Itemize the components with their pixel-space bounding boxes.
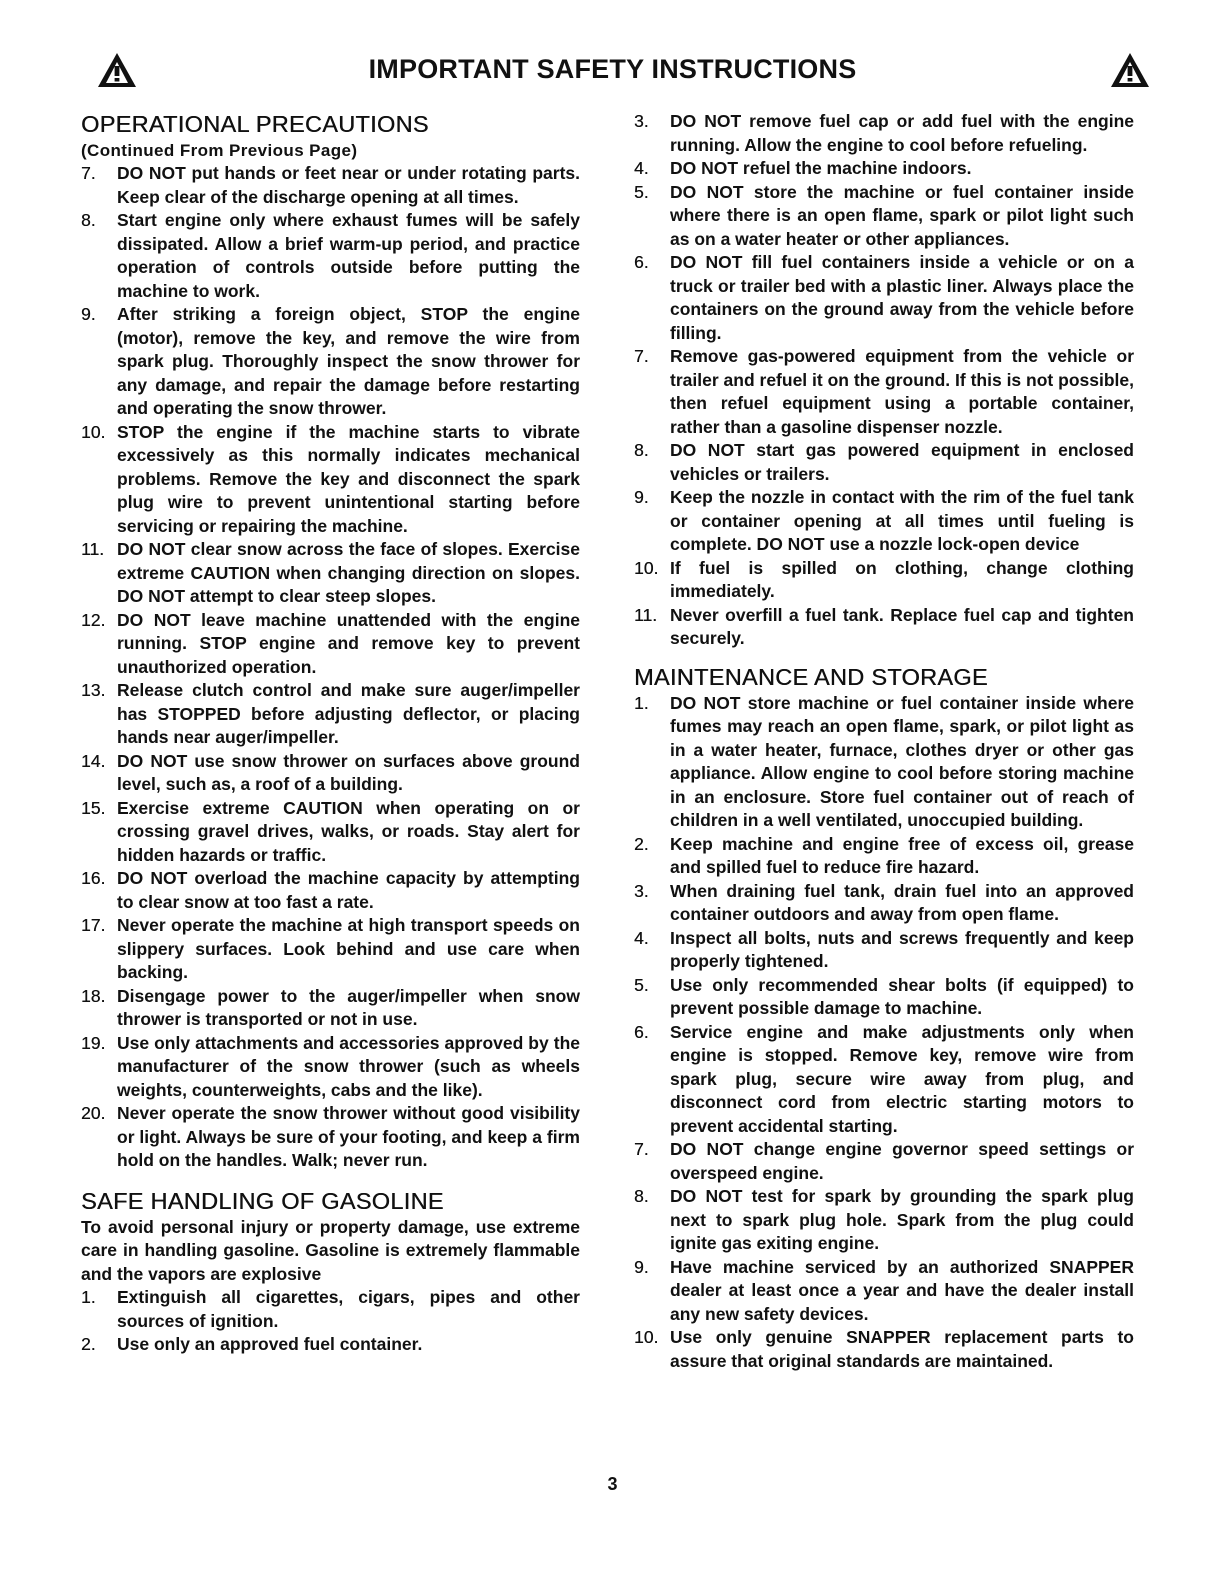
item-text: Never operate the machine at high transport speeds on slippery surfaces. Look behind and use care when backing. — [117, 915, 580, 982]
item-number: 3. — [634, 880, 649, 901]
list-item — [634, 439, 1134, 486]
item-number: 7. — [634, 346, 649, 366]
list-item — [81, 303, 580, 421]
item-text: DO NOT clear snow across the face of slopes. Exercise extreme CAUTION when changing direction on slopes. DO NOT attempt to clear steep slopes. — [117, 539, 580, 606]
list-item — [81, 1102, 580, 1173]
item-text: DO NOT change engine governor speed settings or overspeed engine. — [670, 1139, 1134, 1183]
item-number: 10. — [634, 1327, 659, 1347]
item-number: 1. — [634, 692, 649, 713]
item-text: DO NOT fill fuel containers inside a vehicle or on a truck or trailer bed with a plastic liner. Always place the containers on the ground away from the vehicle before filling. — [670, 252, 1134, 343]
item-text: DO NOT store machine or fuel container inside where fumes may reach an open flame, spark, or pilot light as in a water heater, furnace, clothes dryer or other gas appliance. Allow engine to cool before storing machine in an enclosure. Store fuel container out of reach of children in a well ventilated, unoccupied building. — [670, 692, 1134, 830]
item-text: DO NOT overload the machine capacity by attempting to clear snow at too fast a rate. — [117, 868, 580, 912]
gasoline-intro: To avoid personal injury or property damage, use extreme care in handling gasoline. Gasoline is extremely flammable and the vapors are explosive — [81, 1216, 580, 1284]
list-item — [81, 867, 580, 914]
list-item — [634, 692, 1134, 833]
list-item — [634, 251, 1134, 345]
page-number: 3 — [607, 1474, 618, 1494]
list-item — [634, 110, 1134, 157]
item-text: Start engine only where exhaust fumes will be safely dissipated. Allow a brief warm-up period, and practice operation of controls outside before putting the machine to work. — [117, 210, 580, 301]
item-text: Use only recommended shear bolts (if equipped) to prevent possible damage to machine. — [670, 974, 1134, 1018]
list-item — [81, 538, 580, 609]
item-text: Remove gas-powered equipment from the vehicle or trailer and refuel it on the ground. If this is not possible, then refuel equipment using a portable container, rather than a gasoline dispenser nozzle. — [670, 346, 1134, 437]
list-item — [81, 679, 580, 750]
item-number: 8. — [634, 440, 649, 460]
list-item — [634, 880, 1134, 927]
item-text: DO NOT remove fuel cap or add fuel with the engine running. Allow the engine to cool before refueling. — [670, 111, 1134, 155]
list-item — [634, 1138, 1134, 1185]
item-text: DO NOT use snow thrower on surfaces above ground level, such as, a roof of a building. — [117, 750, 580, 794]
item-text: DO NOT start gas powered equipment in enclosed vehicles or trailers. — [670, 440, 1134, 484]
item-text: Never overfill a fuel tank. Replace fuel cap and tighten securely. — [670, 604, 1134, 648]
item-number: 15. — [81, 797, 106, 818]
item-number: 2. — [634, 833, 649, 854]
item-number: 7. — [81, 163, 96, 183]
list-item — [81, 914, 580, 985]
section-subheading-continued: (Continued From Previous Page) — [81, 141, 358, 160]
left-column — [81, 110, 580, 1357]
item-number: 8. — [81, 210, 96, 230]
item-text: If fuel is spilled on clothing, change clothing immediately. — [670, 557, 1134, 601]
list-item — [634, 181, 1134, 252]
item-text: Have machine serviced by an authorized SNAPPER dealer at least once a year and have the dealer install any new safety devices. — [670, 1256, 1134, 1324]
item-number: 4. — [634, 927, 649, 948]
item-number: 13. — [81, 680, 106, 700]
list-item — [81, 985, 580, 1032]
item-number: 20. — [81, 1103, 106, 1123]
right-column — [634, 110, 1134, 1373]
list-item — [81, 609, 580, 680]
item-text: Disengage power to the auger/impeller when snow thrower is transported or not in use. — [117, 985, 580, 1029]
item-number: 5. — [634, 181, 649, 202]
list-item — [634, 1185, 1134, 1256]
item-number: 4. — [634, 158, 649, 178]
list-item — [634, 557, 1134, 604]
item-number: 2. — [81, 1334, 96, 1354]
item-text: Use only attachments and accessories approved by the manufacturer of the snow thrower (such as wheels weights, counterweights, cabs and the like). — [117, 1032, 580, 1100]
item-number: 16. — [81, 868, 106, 888]
list-item — [634, 1021, 1134, 1139]
list-item — [634, 927, 1134, 974]
item-number: 3. — [634, 111, 649, 131]
list-item — [81, 209, 580, 303]
item-number: 9. — [634, 487, 649, 507]
section-heading-maintenance: MAINTENANCE AND STORAGE — [634, 663, 988, 690]
section-heading-operational: OPERATIONAL PRECAUTIONS — [81, 111, 429, 137]
item-number: 11. — [634, 604, 658, 625]
maintenance-list — [634, 692, 1134, 1374]
item-text: When draining fuel tank, drain fuel into an approved container outdoors and away from open flame. — [670, 880, 1134, 924]
item-number: 17. — [81, 915, 106, 935]
list-item — [634, 1326, 1134, 1373]
warning-triangle-icon — [1110, 52, 1150, 88]
list-item — [634, 604, 1134, 651]
list-item — [634, 157, 1134, 181]
list-item — [634, 1256, 1134, 1327]
item-number: 14. — [81, 750, 106, 771]
item-number: 9. — [81, 304, 96, 324]
item-number: 10. — [634, 557, 659, 578]
item-text: STOP the engine if the machine starts to vibrate excessively as this normally indicates mechanical problems. Remove the key and disconnect the spark plug wire to prevent unintentional starting before servicing or repairing the machine. — [117, 421, 580, 536]
item-number: 19. — [81, 1032, 106, 1053]
list-item — [81, 1286, 580, 1333]
item-text: DO NOT put hands or feet near or under rotating parts. Keep clear of the discharge opening at all times. — [117, 163, 580, 207]
item-text: Release clutch control and make sure auger/impeller has STOPPED before adjusting deflector, or placing hands near auger/impeller. — [117, 680, 580, 747]
item-text: DO NOT store the machine or fuel container inside where there is an open flame, spark or pilot light such as on a water heater or other appliances. — [670, 181, 1134, 249]
item-text: Keep machine and engine free of excess oil, grease and spilled fuel to reduce fire hazard. — [670, 833, 1134, 877]
item-number: 12. — [81, 609, 106, 630]
item-text: Never operate the snow thrower without good visibility or light. Always be sure of your footing, and keep a firm hold on the handles. Walk; never run. — [117, 1103, 580, 1170]
item-text: Inspect all bolts, nuts and screws frequently and keep properly tightened. — [670, 927, 1134, 971]
item-number: 5. — [634, 974, 649, 995]
item-text: DO NOT refuel the machine indoors. — [670, 158, 972, 178]
gasoline-list-left — [81, 1286, 580, 1357]
list-item — [81, 797, 580, 868]
list-item — [634, 486, 1134, 557]
item-text: Service engine and make adjustments only when engine is stopped. Remove key, remove wire from spark plug, secure wire away from plug, and disconnect cord from electric starting motors to prevent accidental starting. — [670, 1021, 1134, 1136]
item-number: 6. — [634, 252, 649, 272]
page-title: IMPORTANT SAFETY INSTRUCTIONS — [368, 54, 857, 84]
item-text: After striking a foreign object, STOP the engine (motor), remove the key, and remove the wire from spark plug. Thoroughly inspect the snow thrower for any damage, and repair the damage before restarting and operating the snow thrower. — [117, 304, 580, 418]
item-number: 1. — [81, 1287, 96, 1307]
operational-list — [81, 162, 580, 1173]
list-item — [81, 162, 580, 209]
item-text: Use only genuine SNAPPER replacement parts to assure that original standards are maintained. — [670, 1327, 1134, 1371]
item-number: 7. — [634, 1139, 649, 1159]
item-text: Exercise extreme CAUTION when operating on or crossing gravel drives, walks, or roads. Stay alert for hidden hazards or traffic. — [117, 797, 580, 865]
list-item — [634, 974, 1134, 1021]
list-item — [81, 1333, 580, 1357]
item-number: 18. — [81, 985, 106, 1006]
item-number: 9. — [634, 1256, 649, 1277]
item-number: 10. — [81, 421, 106, 442]
list-item — [81, 1032, 580, 1103]
item-number: 8. — [634, 1186, 649, 1206]
item-text: DO NOT test for spark by grounding the spark plug next to spark plug hole. Spark from the plug could ignite gas exiting engine. — [670, 1186, 1134, 1253]
item-text: Extinguish all cigarettes, cigars, pipes and other sources of ignition. — [117, 1287, 580, 1331]
gasoline-list-right — [634, 110, 1134, 651]
item-text: DO NOT leave machine unattended with the engine running. STOP engine and remove key to prevent unauthorized operation. — [117, 609, 580, 677]
section-heading-gasoline: SAFE HANDLING OF GASOLINE — [81, 1187, 444, 1214]
item-number: 6. — [634, 1021, 649, 1042]
item-number: 11. — [81, 539, 105, 559]
item-text: Keep the nozzle in contact with the rim of the fuel tank or container opening at all times until fueling is complete. DO NOT use a nozzle lock-open device — [670, 487, 1134, 554]
list-item — [634, 833, 1134, 880]
list-item — [634, 345, 1134, 439]
item-text: Use only an approved fuel container. — [117, 1334, 423, 1354]
page-header — [0, 50, 1225, 94]
list-item — [81, 421, 580, 539]
list-item — [81, 750, 580, 797]
